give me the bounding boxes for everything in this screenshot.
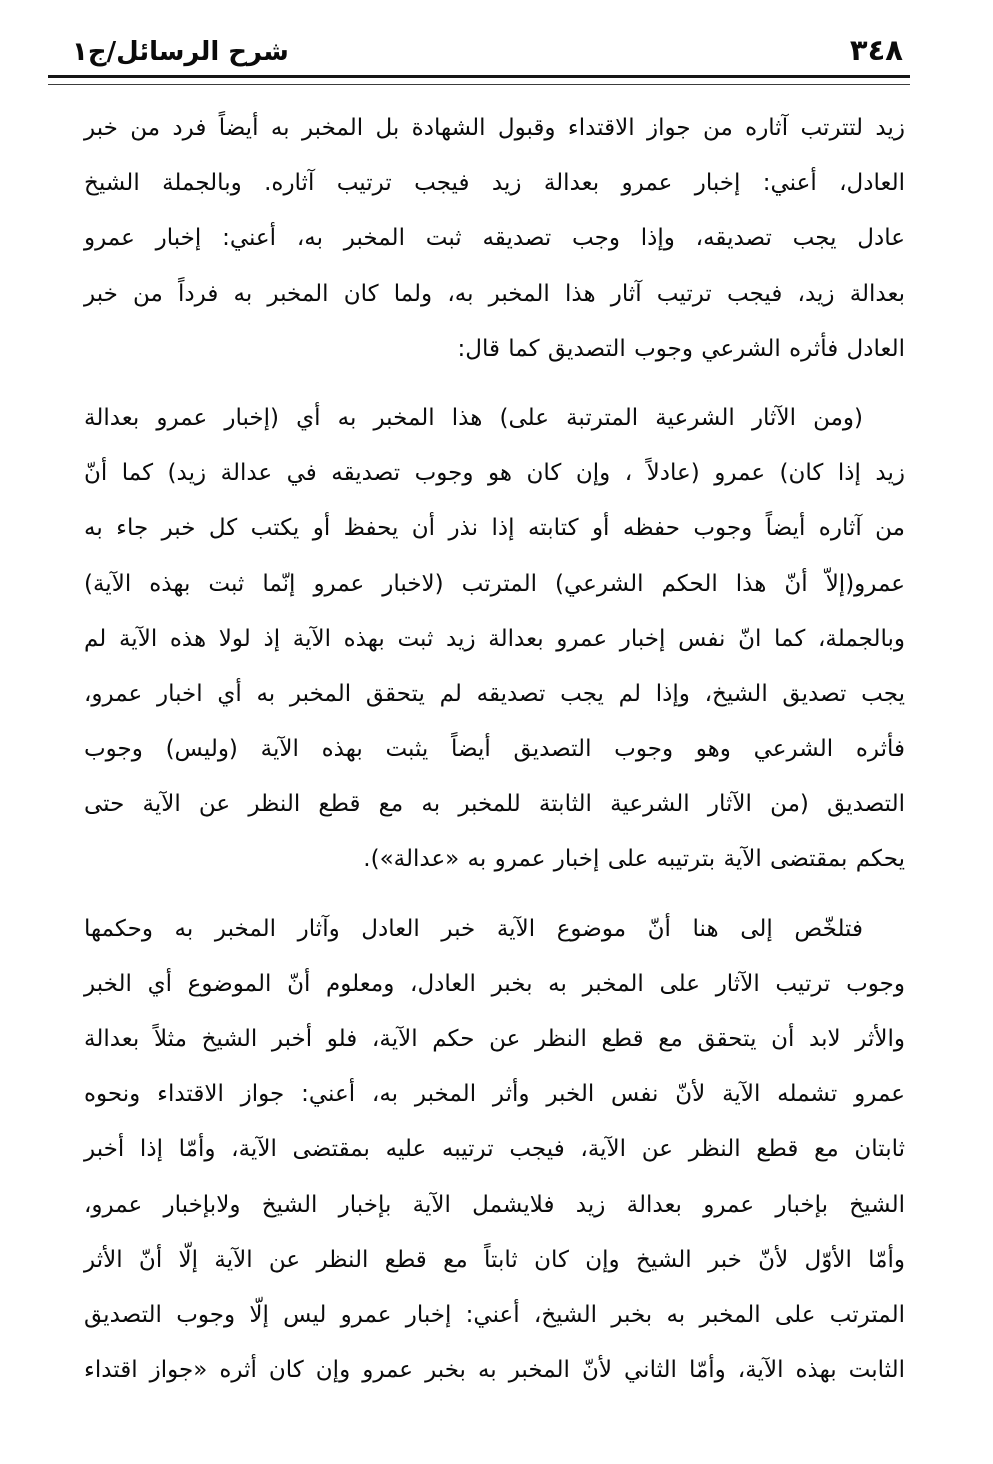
text-line: يحكم بمقتضى الآية بترتيبه على إخبار عمرو به «عدالة»). [363,846,905,873]
text-line: التصديق (من الآثار الشرعية الثابتة للمخبر به مع قطع النظر عن الآية حتى [84,791,905,818]
text-line: عادل يجب تصديقه، وإذا وجب تصديقه ثبت المخبر به، أعني: إخبار عمرو [84,225,905,252]
paragraph-3 [84,902,905,1399]
book-title: شرح الرسائل/ج١ [72,37,289,67]
text-line: عمرو تشمله الآية لأنّ نفس الخبر وأثر المخبر به، أعني: جواز الاقتداء ونحوه [84,1081,905,1108]
text-line: (ومن الآثار الشرعية المترتبة على) هذا المخبر به أي (إخبار عمرو بعدالة [84,404,863,431]
text-line: المترتب على المخبر به بخبر الشيخ، أعني: إخبار عمرو ليس إلّا وجوب التصديق [84,1301,905,1328]
text-line: فأثره الشرعي وهو وجوب التصديق أيضاً يثبت بهذه الآية (وليس) وجوب [84,736,905,763]
text-line: وبالجملة، كما انّ نفس إخبار عمرو بعدالة زيد ثبت بهذه الآية إذ لولا هذه الآية لم [84,625,905,652]
running-header [0,0,993,65]
text-line: زيد إذا كان) عمرو (عادلاً ، وإن كان هو وجوب تصديقه في عدالة زيد) كما أنّ [84,460,905,487]
text-line: عمرو(إلاّ أنّ هذا الحكم الشرعي) المترتب (لاخبار عمرو إنّما ثبت بهذه الآية) [84,570,905,597]
paragraph-1 [84,101,905,377]
text-line: الثابت بهذه الآية، وأمّا الثاني لأنّ المخبر به بخبر عمرو وإن كان أثره «جواز اقتداء [84,1357,905,1384]
text-line: الشيخ بإخبار عمرو بعدالة زيد فلايشمل الآية بإخبار الشيخ ولابإخبار عمرو، [84,1191,905,1218]
page-body [0,85,993,1398]
text-line: فتلخّص إلى هنا أنّ موضوع الآية خبر العادل وآثار المخبر به وحكمها [84,915,863,942]
text-line: العادل فأثره الشرعي وجوب التصديق كما قال: [457,335,905,362]
text-line: بعدالة زيد، فيجب ترتيب آثار هذا المخبر به، ولما كان المخبر به فرداً من خبر [84,280,905,307]
text-line: زيد لتترتب آثاره من جواز الاقتداء وقبول الشهادة بل المخبر به أيضاً فرد من خبر [84,115,905,141]
text-line: من آثاره أيضاً وجوب حفظه أو كتابته إذا نذر أن يحفظ أو يكتب كل خبر جاء به [84,515,905,542]
text-line: والأثر لابد أن يتحقق مع قطع النظر عن حكم الآية، فلو أخبر الشيخ مثلاً بعدالة [84,1026,905,1052]
paragraph-2 [84,391,905,888]
page-number: ٣٤٨ [849,33,903,67]
text-line: وأمّا الأوّل لأنّ خبر الشيخ وإن كان ثابتاً مع قطع النظر عن الآية إلّا أنّ الأثر [84,1246,905,1273]
header-rule-divider [48,75,910,85]
text-line: ثابتان مع قطع النظر عن الآية، فيجب ترتيبه عليه بمقتضى الآية، وأمّا إذا أخبر [84,1136,905,1163]
text-line: وجوب ترتيب الآثار على المخبر به بخبر العادل، ومعلوم أنّ الموضوع أي الخبر [84,970,905,997]
text-line: يجب تصديق الشيخ، وإذا لم يجب تصديقه لم يتحقق المخبر به أي اخبار عمرو، [84,680,905,707]
text-line: العادل، أعني: إخبار عمرو بعدالة زيد فيجب ترتيب آثاره. وبالجملة الشيخ [84,170,905,197]
